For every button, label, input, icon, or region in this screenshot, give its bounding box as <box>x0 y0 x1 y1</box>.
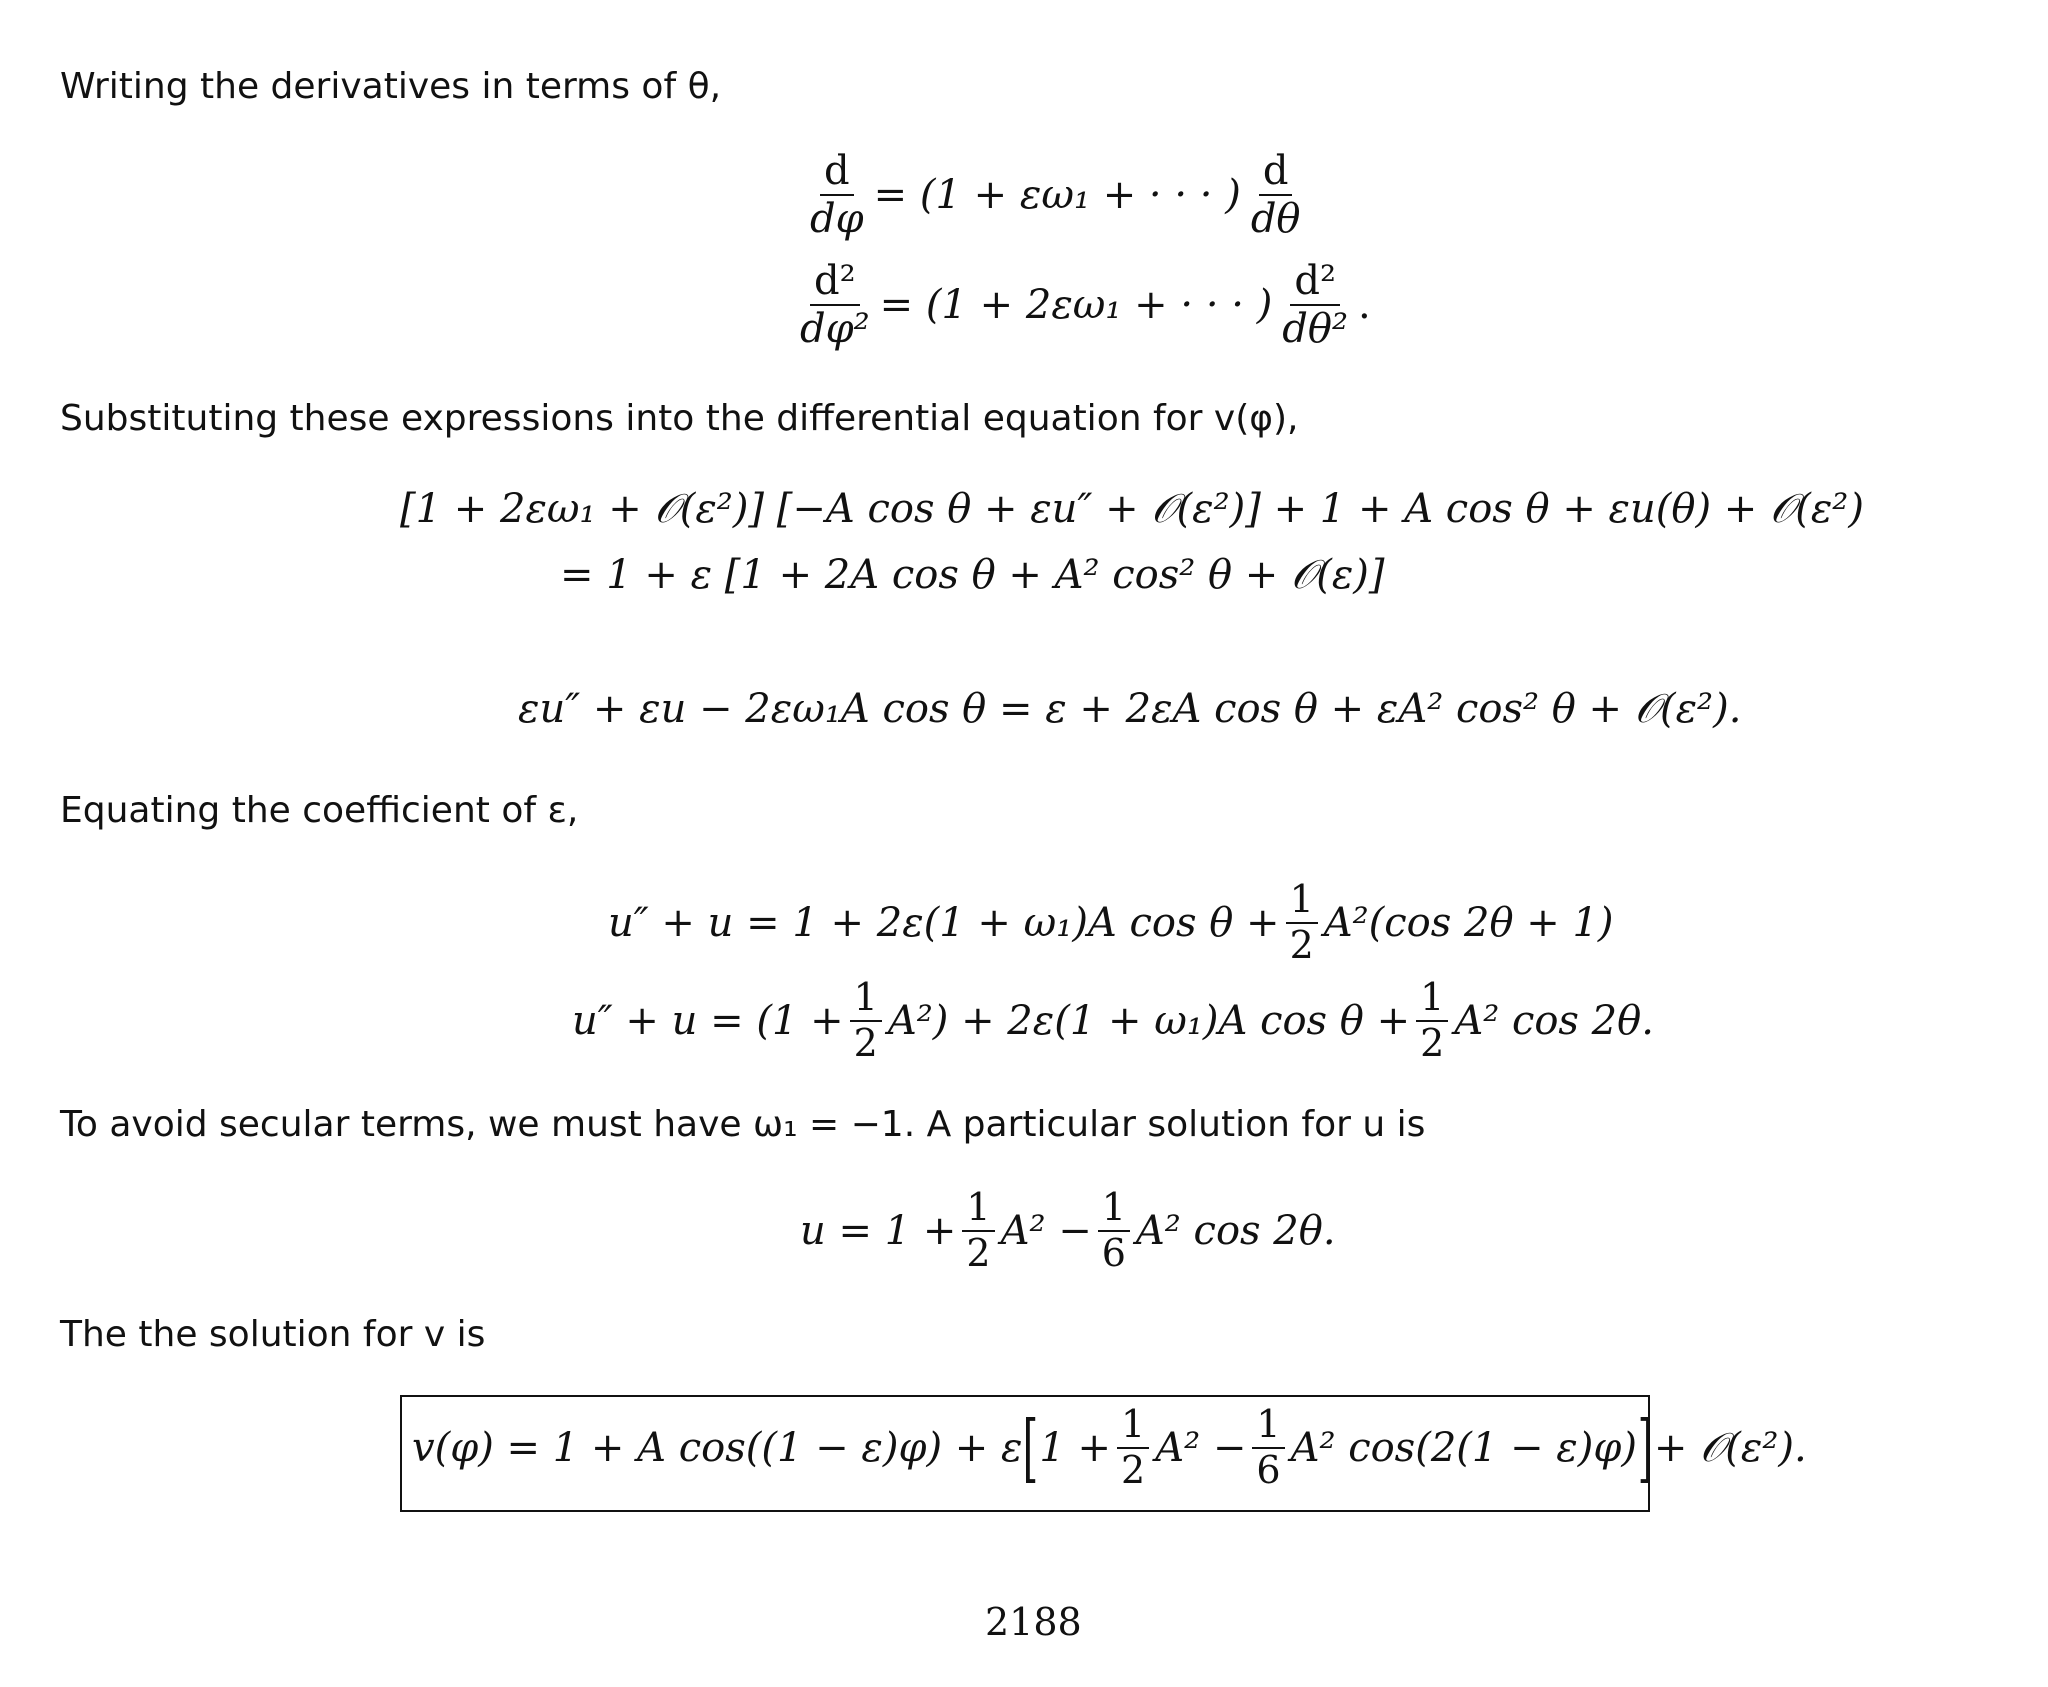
equation-u-second-form: u″ + u = (1 + $\frac{1}{2}$ A²) + 2ε(1 + ω₁)A cos θ + $\frac{1}{2}$ A² cos 2θ. <box>572 975 1654 1065</box>
fraction-d-dphi: $\frac{d}{d\varphi}$ <box>810 148 864 242</box>
equation-substitution-line2: = 1 + ε [1 + 2A cos θ + A² cos² θ + 𝒪(ε)] <box>560 552 1385 598</box>
equation-substitution-line1: [1 + 2εω₁ + 𝒪(ε²)] [−A cos θ + εu″ + 𝒪(ε²)] + 1 + A cos θ + εu(θ) + 𝒪(ε²) <box>400 486 1864 532</box>
fraction-one-half: $\frac{1}{2}$ <box>1286 880 1318 966</box>
page-number: 2188 <box>985 1600 1082 1644</box>
fraction-one-sixth: $\frac{1}{6}$ <box>1252 1405 1284 1491</box>
paragraph-equating: Equating the coefficient of ε, <box>60 790 579 831</box>
fraction-one-half: $\frac{1}{2}$ <box>1117 1405 1149 1491</box>
equation-second-derivative: $\frac{\text{d²}}{\text{dφ²}}$ = (1 + 2εω₁ + · · · ) $\frac{\text{d²}}{\text{dθ²}}$ . <box>790 260 1371 350</box>
equation-first-derivative: $\frac{d}{d\varphi}$ = (1 + εω₁ + · · · ) $\frac{d}{d\theta}$ <box>800 150 1311 240</box>
fraction-d-dtheta: $\frac{d}{d\theta}$ <box>1250 148 1301 242</box>
right-bracket: ] <box>1637 1404 1654 1491</box>
fraction-d2-dphi2: $\frac{\text{d²}}{\text{dφ²}}$ <box>800 258 870 352</box>
equation-final-solution: v(φ) = 1 + A cos((1 − ε)φ) + ε [ 1 + $\frac{1}{2}$ A² − $\frac{1}{6}$ A² cos(2(1 − ε)φ) ] + 𝒪(ε²). <box>412 1402 1807 1492</box>
equation-particular-solution: u = 1 + $\frac{1}{2}$ A² − $\frac{1}{6}$ A² cos 2θ. <box>800 1185 1336 1275</box>
equation-collected: εu″ + εu − 2εω₁A cos θ = ε + 2εA cos θ + εA² cos² θ + 𝒪(ε²). <box>518 686 1742 732</box>
fraction-one-half: $\frac{1}{2}$ <box>962 1188 994 1274</box>
paragraph-derivatives-intro: Writing the derivatives in terms of θ, <box>60 66 722 107</box>
paragraph-solution-for-v: The the solution for v is <box>60 1314 486 1355</box>
fraction-one-half: $\frac{1}{2}$ <box>850 978 882 1064</box>
fraction-one-half: $\frac{1}{2}$ <box>1416 978 1448 1064</box>
left-bracket: [ <box>1022 1404 1039 1491</box>
fraction-one-sixth: $\frac{1}{6}$ <box>1098 1188 1130 1274</box>
equation-u-first-form: u″ + u = 1 + 2ε(1 + ω₁)A cos θ + $\frac{1}{2}$ A²(cos 2θ + 1) <box>608 877 1614 967</box>
paragraph-secular-terms: To avoid secular terms, we must have ω₁ = −1. A particular solution for u is <box>60 1104 1426 1145</box>
fraction-d2-dtheta2: $\frac{\text{d²}}{\text{dθ²}}$ <box>1282 258 1349 352</box>
paragraph-substituting: Substituting these expressions into the differential equation for v(φ), <box>60 398 1299 439</box>
